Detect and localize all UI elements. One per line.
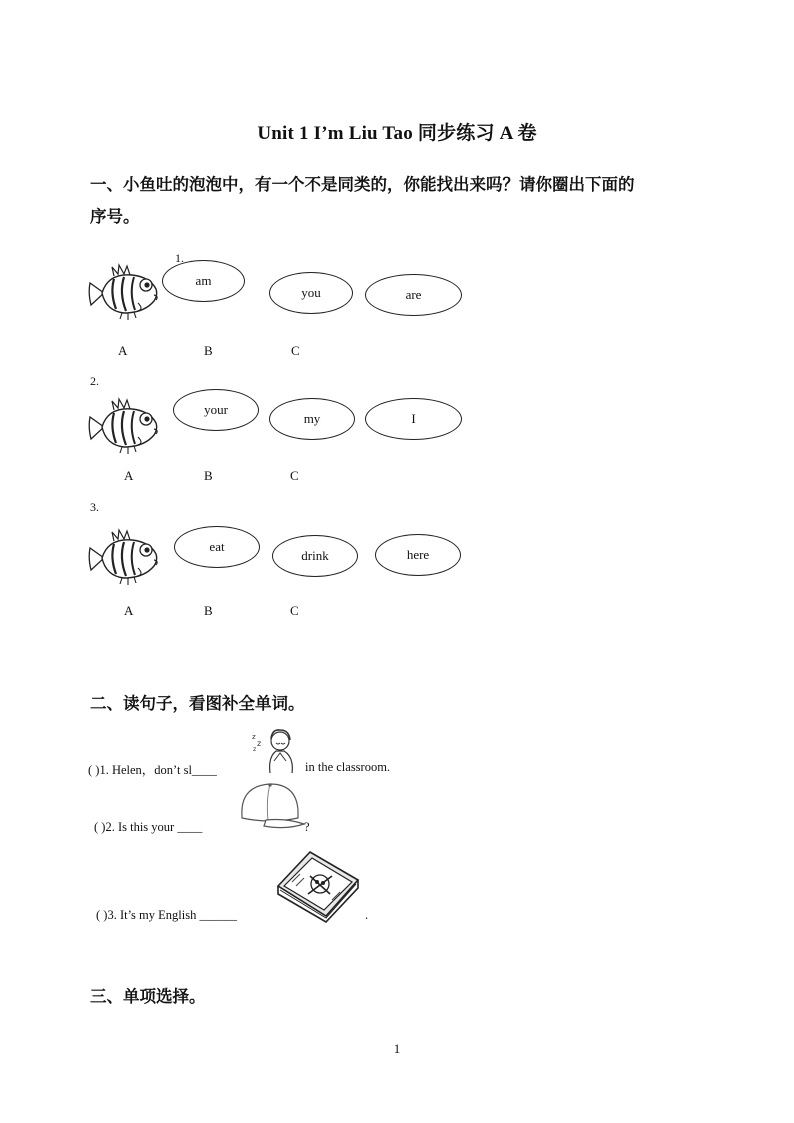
section3-heading: 三、单项选择。 xyxy=(90,987,206,1006)
bubble-word: drink xyxy=(301,548,329,563)
bubble-word: my xyxy=(303,411,321,426)
word-bubble[interactable] xyxy=(173,389,259,431)
word-bubble[interactable] xyxy=(272,535,358,577)
answer-parentheses[interactable]: ( ) xyxy=(88,763,100,777)
word-bubble[interactable] xyxy=(269,398,355,440)
sentence-line-1 xyxy=(88,760,217,778)
sentence-text: 3. It’s my English ______ xyxy=(107,908,237,922)
sentence-end: in the classroom. xyxy=(305,760,391,774)
section1-heading-line2: 序号。 xyxy=(90,207,140,226)
sentence-text: 1. Helen，don’t sl____ xyxy=(99,763,217,777)
sentence-line-2 xyxy=(94,820,202,835)
answer-parentheses[interactable]: ( ) xyxy=(96,908,108,922)
bubble-word: here xyxy=(406,547,430,562)
option-letter-b: B xyxy=(204,603,213,618)
sleeping-girl-icon xyxy=(250,727,302,775)
cap-icon xyxy=(236,780,306,832)
bubble-word: you xyxy=(301,285,321,300)
word-bubble[interactable] xyxy=(162,260,245,302)
option-letter-c: C xyxy=(291,343,300,358)
option-letter-a: A xyxy=(124,603,134,618)
answer-parentheses[interactable]: ( ) xyxy=(94,820,106,834)
option-letter-c: C xyxy=(290,468,299,483)
question-number: 2. xyxy=(90,374,99,388)
option-letter-a: A xyxy=(124,468,134,483)
bubble-word: I xyxy=(411,411,416,426)
option-letter-c: C xyxy=(290,603,299,618)
fish-icon xyxy=(88,397,162,455)
question-number: 1. xyxy=(175,251,184,265)
bubble-word: your xyxy=(204,402,228,417)
section1-heading-line1: 一、小鱼吐的泡泡中，有一个不是同类的，你能找出来吗？请你圈出下面的 xyxy=(90,175,635,194)
sentence-end: ? xyxy=(304,820,310,834)
bubble-word: am xyxy=(195,273,212,288)
option-letter-a: A xyxy=(118,343,128,358)
option-letter-b: B xyxy=(204,343,213,358)
fish-icon xyxy=(88,528,162,586)
book-icon xyxy=(270,848,362,924)
svg-text:z: z xyxy=(257,739,262,748)
word-bubble[interactable] xyxy=(174,526,260,568)
bubble-word: eat xyxy=(209,539,225,554)
word-bubble[interactable] xyxy=(375,534,461,576)
section2-heading: 二、读句子，看图补全单词。 xyxy=(90,694,305,713)
page-number: 1 xyxy=(393,1041,401,1056)
sentence-end: . xyxy=(365,908,369,922)
svg-text:z: z xyxy=(252,733,256,741)
page-title: Unit 1 I’m Liu Tao 同步练习 A 卷 xyxy=(257,123,537,144)
option-letter-b: B xyxy=(204,468,213,483)
sentence-text: 2. Is this your ____ xyxy=(105,820,203,834)
word-bubble[interactable] xyxy=(269,272,353,314)
bubble-word: are xyxy=(405,287,422,302)
word-bubble[interactable] xyxy=(365,398,462,440)
sentence-line-3 xyxy=(96,908,237,923)
fish-icon xyxy=(88,263,162,321)
svg-text:z: z xyxy=(253,746,257,753)
word-bubble[interactable] xyxy=(365,274,462,316)
question-number: 3. xyxy=(90,500,99,514)
